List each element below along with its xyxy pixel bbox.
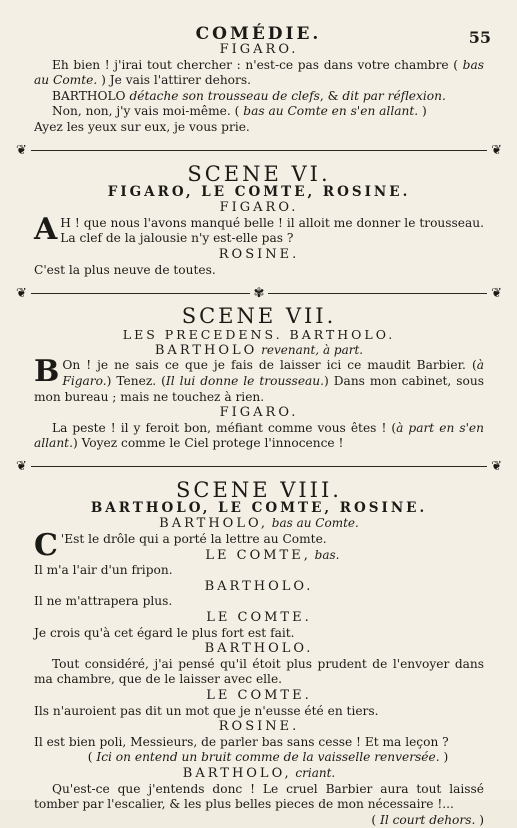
fleuron-icon: ❦ [16, 143, 27, 159]
dialogue-line: Ils n'auroient pas dit un mot que je n'eusse été en tiers. [34, 703, 379, 718]
scene-heading: SCENE VI. [187, 161, 331, 186]
dialogue-line: C'est la plus neuve de toutes. [34, 262, 216, 277]
scene-cast: BARTHOLO, LE COMTE, ROSINE. [90, 499, 428, 516]
scene-heading: SCENE VII. [181, 304, 337, 329]
speaker-comte: LE COMTE, bas. [205, 547, 340, 563]
dialogue-line: La peste ! il y feroit bon, méfiant comme vous êtes ! (à part en s'en allant.) Voyez comme le Ciel protege l'innocence ! [34, 420, 484, 451]
ornament-divider [16, 142, 502, 160]
fleuron-icon: ❦ [491, 143, 502, 159]
ornament-divider [16, 458, 502, 476]
stage-direction: ( Ici on entend un bruit comme de la vaisselle renversée. ) [87, 750, 449, 765]
dialogue-line: Il ne m'attrapera plus. [34, 594, 173, 609]
speaker-comte: LE COMTE. [206, 610, 312, 626]
speaker-comte: LE COMTE. [206, 688, 312, 703]
scene-heading: SCENE VIII. [176, 477, 342, 502]
dialogue-line: C 'Est le drôle qui a porté la lettre au Comte. [34, 528, 327, 564]
speaker-rosine: ROSINE. [218, 246, 300, 262]
speaker-bartholo: BARTHOLO, bas au Comte. [159, 516, 359, 532]
stage-direction: ( Il court dehors. ) [371, 812, 484, 827]
page-body [16, 42, 502, 828]
fleuron-icon: ✾ [253, 285, 265, 301]
speaker-figaro: FIGARO. [219, 405, 299, 421]
stage-direction-bartholo: BARTHOLO détache son trousseau de clefs, & dit par réflexion. [52, 88, 446, 103]
dialogue-line: Non, non, j'y vais moi-même. ( bas au Comte en s'en allant. ) [52, 104, 427, 119]
speaker-figaro: FIGARO. [219, 42, 299, 57]
dialogue-line: Qu'est-ce que j'entends donc ! Le cruel Barbier aura tout laissé tomber par l'escalier, & les plus belles pieces de mon nécessaire !... [34, 781, 484, 812]
drop-cap: A [34, 211, 58, 247]
speaker-bartholo: BARTHOLO. [204, 578, 314, 594]
scene-cast: FIGARO, LE COMTE, ROSINE. [107, 183, 411, 200]
dialogue-line: Ayez les yeux sur eux, je vous prie. [34, 119, 250, 134]
running-head: COMÉDIE. [195, 24, 322, 44]
fleuron-icon: ❦ [16, 459, 27, 475]
page-number: 55 [468, 28, 491, 47]
dialogue-line: Eh bien ! j'irai tout chercher : n'est-ce pas dans votre chambre ( bas au Comte. ) Je vais l'attirer dehors. [34, 57, 484, 88]
dialogue-line: B On ! je ne sais ce que je fais de laisser ici ce maudit Barbier. (à Figaro.) Tenez. (Il lui donne le trousseau.) Dans mon cabinet, sous mon bureau ; mais ne touchez à rien. [34, 354, 484, 404]
speaker-bartholo: BARTHOLO. [204, 641, 314, 657]
fleuron-icon: ❦ [16, 285, 27, 301]
speaker-figaro: FIGARO. [219, 200, 299, 216]
dialogue-line: A H ! que nous l'avons manqué belle ! il alloit me donner le trousseau. La clef de la jalousie n'y est-elle pas ? [34, 211, 484, 247]
speaker-rosine: ROSINE. [218, 719, 300, 735]
dialogue-line: Il est bien poli, Messieurs, de parler bas sans cesse ! Et ma leçon ? [34, 734, 449, 749]
scene-cast: LES PRECEDENS. BARTHOLO. [122, 327, 396, 343]
ornament-divider [16, 284, 502, 302]
drop-cap: C [34, 528, 58, 564]
fleuron-icon: ❦ [491, 459, 502, 475]
drop-cap: B [34, 354, 60, 390]
speaker-bartholo: BARTHOLO revenant, à part. [154, 342, 364, 358]
dialogue-line: Il m'a l'air d'un fripon. [34, 563, 173, 578]
dialogue-line: Je crois qu'à cet égard le plus fort est fait. [34, 625, 295, 640]
speaker-bartholo: BARTHOLO, criant. [182, 765, 336, 781]
dialogue-line: Tout considéré, j'ai pensé qu'il étoit plus prudent de l'envoyer dans ma chambre, que de le laisser avec elle. [34, 656, 484, 687]
fleuron-icon: ❦ [491, 285, 502, 301]
